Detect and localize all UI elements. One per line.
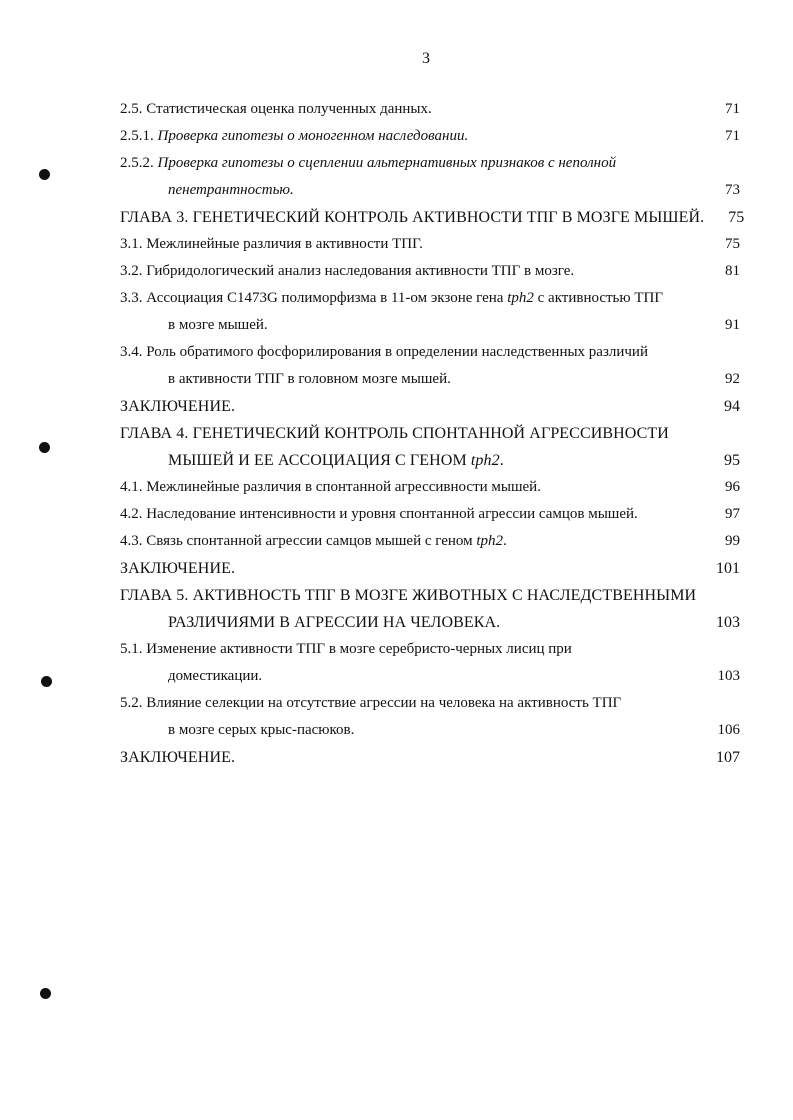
toc-page: 71 — [725, 128, 740, 144]
conclusion-title: ЗАКЛЮЧЕНИЕ. — [120, 749, 236, 766]
toc-page: 81 — [725, 263, 740, 279]
toc-entry-3-3 — [120, 285, 740, 312]
chapter-title: ГЛАВА 5. АКТИВНОСТЬ ТПГ В МОЗГЕ ЖИВОТНЫХ С НАСЛЕДСТВЕННЫМИ — [120, 587, 697, 604]
toc-title: Статистическая оценка полученных данных. — [146, 101, 432, 117]
toc-title: 5.1. Изменение активности ТПГ в мозге серебристо-черных лисиц при — [120, 641, 572, 657]
binding-hole-mark — [39, 169, 50, 180]
toc-entry-3-4 — [120, 339, 740, 366]
toc-page: 75 — [725, 236, 740, 252]
punctuation: . — [499, 452, 504, 469]
toc-page: 73 — [725, 182, 740, 198]
toc-number: 2.5.1. — [120, 128, 154, 144]
toc-page: 75 — [728, 209, 745, 226]
chapter-title-cont: МЫШЕЙ И ЕЕ АССОЦИАЦИЯ С ГЕНОМ — [168, 452, 471, 469]
toc-title-end: с активностью ТПГ — [533, 290, 664, 306]
toc-entry-5-1-cont — [120, 663, 740, 690]
toc-entry-5-1 — [120, 636, 740, 663]
conclusion-title: ЗАКЛЮЧЕНИЕ. — [120, 398, 236, 415]
toc-title-cont: доместикации. — [168, 668, 263, 684]
toc-title: 3.4. Роль обратимого фосфорилирования в определении наследственных различий — [120, 344, 648, 360]
toc-number: 2.5. — [120, 101, 143, 117]
toc-entry-2-5-2-cont — [120, 177, 740, 204]
toc-entry-4-1 — [120, 474, 740, 501]
toc-page: 92 — [725, 371, 740, 387]
toc-title-cont: пенетрантностью. — [168, 182, 294, 198]
toc-chapter-5 — [120, 582, 740, 609]
binding-hole-mark — [39, 442, 50, 453]
toc-page: 97 — [725, 506, 740, 522]
binding-hole-mark — [41, 676, 52, 687]
toc-title: Проверка гипотезы о сцеплении альтернативных признаков с неполной — [157, 155, 617, 171]
table-of-contents — [120, 96, 745, 771]
chapter-title: ГЛАВА 3. ГЕНЕТИЧЕСКИЙ КОНТРОЛЬ АКТИВНОСТИ ТПГ В МОЗГЕ МЫШЕЙ. — [120, 209, 705, 226]
toc-conclusion-3 — [120, 393, 740, 420]
toc-entry-5-2-cont — [120, 717, 740, 744]
gene-name: tph2 — [507, 290, 534, 306]
gene-name: tph2 — [470, 452, 500, 469]
toc-entry-2-5 — [120, 96, 740, 123]
toc-page: 95 — [724, 452, 740, 469]
toc-title: 5.2. Влияние селекции на отсутствие агрессии на человека на активность ТПГ — [120, 695, 622, 711]
toc-page: 103 — [716, 614, 740, 631]
toc-entry-3-4-cont — [120, 366, 740, 393]
toc-conclusion-4 — [120, 555, 740, 582]
toc-title-cont: в мозге серых крыс-пасюков. — [168, 722, 355, 738]
gene-name: tph2 — [476, 533, 504, 549]
toc-chapter-4-cont — [120, 447, 740, 474]
toc-page: 94 — [724, 398, 740, 415]
toc-number: 2.5.2. — [120, 155, 154, 171]
toc-entry-4-3 — [120, 528, 740, 555]
toc-conclusion-5 — [120, 744, 740, 771]
chapter-title: ГЛАВА 4. ГЕНЕТИЧЕСКИЙ КОНТРОЛЬ СПОНТАННОЙ АГРЕССИВНОСТИ — [120, 425, 669, 442]
page-number: 3 — [422, 50, 430, 67]
toc-page: 106 — [717, 722, 740, 738]
chapter-title-cont: РАЗЛИЧИЯМИ В АГРЕССИИ НА ЧЕЛОВЕКА. — [168, 614, 501, 631]
toc-title-cont: в мозге мышей. — [168, 317, 268, 333]
toc-title: 3.2. Гибридологический анализ наследования активности ТПГ в мозге. — [120, 263, 575, 279]
toc-entry-4-2 — [120, 501, 740, 528]
toc-title: 4.2. Наследование интенсивности и уровня спонтанной агрессии самцов мышей. — [120, 506, 638, 522]
toc-entry-2-5-2 — [120, 150, 740, 177]
toc-page: 107 — [716, 749, 740, 766]
toc-page: 91 — [725, 317, 740, 333]
toc-page: 99 — [725, 533, 740, 549]
toc-page: 101 — [716, 560, 740, 577]
conclusion-title: ЗАКЛЮЧЕНИЕ. — [120, 560, 236, 577]
punctuation: . — [503, 533, 507, 549]
toc-title: Проверка гипотезы о моногенном наследовании. — [157, 128, 469, 144]
toc-title-cont: в активности ТПГ в головном мозге мышей. — [168, 371, 451, 387]
toc-chapter-3 — [120, 204, 745, 231]
toc-title: 4.3. Связь спонтанной агрессии самцов мышей с геном — [120, 533, 477, 549]
toc-entry-3-1 — [120, 231, 740, 258]
toc-title: 4.1. Межлинейные различия в спонтанной агрессивности мышей. — [120, 479, 541, 495]
binding-hole-mark — [40, 988, 51, 999]
toc-entry-2-5-1 — [120, 123, 740, 150]
toc-page: 96 — [725, 479, 740, 495]
toc-title: 3.1. Межлинейные различия в активности ТПГ. — [120, 236, 423, 252]
toc-title: 3.3. Ассоциация C1473G полиморфизма в 11-ом экзоне гена — [120, 290, 508, 306]
toc-page: 103 — [717, 668, 740, 684]
toc-chapter-5-cont — [120, 609, 740, 636]
toc-chapter-4 — [120, 420, 740, 447]
toc-entry-5-2 — [120, 690, 740, 717]
toc-entry-3-2 — [120, 258, 740, 285]
toc-page: 71 — [725, 101, 740, 117]
toc-entry-3-3-cont — [120, 312, 740, 339]
